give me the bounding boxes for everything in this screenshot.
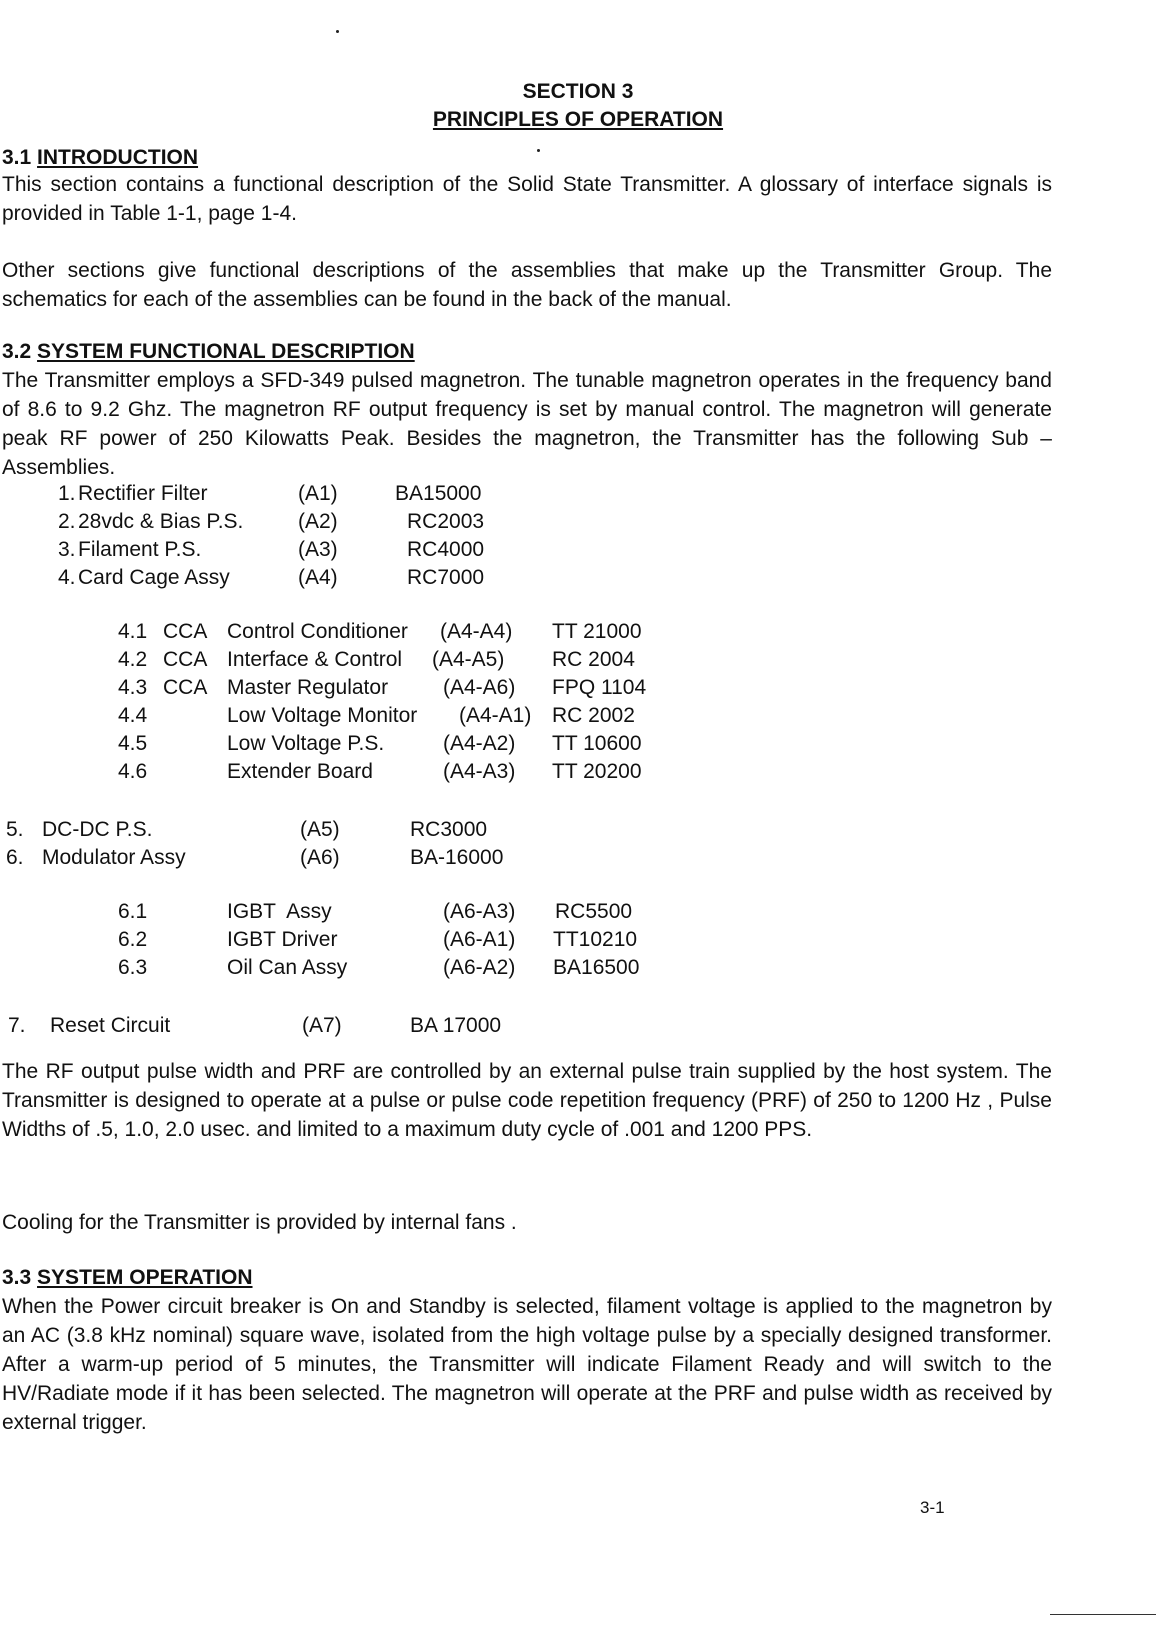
operation-number: 3.3 [2,1266,32,1289]
functional-heading [2,340,415,364]
scan-speck [537,149,540,152]
page-number: 3-1 [920,1498,945,1517]
intro-number: 3.1 [2,146,32,169]
operation-paragraph-1: When the Power circuit breaker is On and Standby is selected, filament voltage is applied to the magnetron by an AC (3.8 kHz nominal) square wave, isolated from the high voltage pulse by a specially designed transformer. After a warm-up period of 5 minutes, the Transmitter will indicate Filament Ready and will switch to the HV/Radiate mode if it has been selected. The magnetron will operate at the PRF and pulse width as received by external trigger. [2,1295,1052,1434]
intro-heading [2,146,198,170]
functional-title: SYSTEM FUNCTIONAL DESCRIPTION [37,340,415,363]
page-edge-line [1050,1614,1156,1615]
functional-paragraph-1: The Transmitter employs a SFD-349 pulsed magnetron. The tunable magnetron operates in the frequency band of 8.6 to 9.2 Ghz. The magnetron RF output frequency is set by manual control. The magnetron will generate peak RF power of 250 Kilowatts Peak. Besides the magnetron, the Transmitter has the following Sub – Assemblies. [2,369,1052,479]
functional-paragraph-3: Cooling for the Transmitter is provided by internal fans . [2,1211,517,1234]
document-page: SECTION 3 PRINCIPLES OF OPERATION 3.1 INTRODUCTION This section contains a functional description of the Solid State Transmitter. A glossary of interface signals is provided in Table 1-1, page 1-4. Other sections give functional descriptions of the assemblies that make up the Transmitter Group. The schematics for each of the assemblies can be found in the back of the manual. 3.2 SYSTEM FUNCTIONAL DESCRIPTION The Transmitter employs a SFD-349 pulsed magnetron. The tunable magnetron operates in the frequency band of 8.6 to 9.2 Ghz. The magnetron RF output frequency is set by manual control. The magnetron will generate peak RF power of 250 Kilowatts Peak. Besides the magnetron, the Transmitter has the following Sub – Assemblies. 1. Rectifier Filter (A1) BA15000 2. 28vdc & Bias P.S. (A2) RC2003 3. Filament P.S. (A3) RC4000 4. Card Cage Assy (A4) RC7000 4.1 CCA Control Conditioner (A4-A4) TT 21000 4.2 CCA Interface & Control (A4-A5) RC 2004 4.3 CCA Master Regulator (A4-A6) FPQ 1104 4.4 Low Voltage Monitor (A4-A1) RC 2002 4.5 Low Voltage P.S. (A4-A2) TT 10600 4.6 Extender Board (A4-A3) TT 20200 5. DC-DC P.S. (A5) RC3000 6. Modulator Assy (A6) BA-16000 6.1 IGBT Assy (A6-A3) RC5500 6.2 IGBT Driver (A6-A1) TT10210 6.3 Oil Can Assy (A6-A2) BA16500 7. Reset Circuit (A7) BA 17000 The RF output pulse width and PRF are controlled by an external pulse train supplied by the host system. The Transmitter is designed to operate at a pulse or pulse code repetition frequency (PRF) of 250 to 1200 Hz , Pulse Widths of .5, 1.0, 2.0 usec. and limited to a maximum duty cycle of .001 and 1200 PPS. Cooling for the Transmitter is provided by internal fans . 3.3 SYSTEM OPERATION When the Power circuit breaker is On and Standby is selected, filament voltage is applied to the magnetron by an AC (3.8 kHz nominal) square wave, isolated from the high voltage pulse by a specially designed transformer. After a warm-up period of 5 minutes, the Transmitter will indicate Filament Ready and will switch to the HV/Radiate mode if it has been selected. The magnetron will operate at the PRF and pulse width as received by external trigger. 3-1 [0,0,1156,1625]
intro-paragraph-2: Other sections give functional descriptions of the assemblies that make up the Transmitter Group. The schematics for each of the assemblies can be found in the back of the manual. [2,259,1052,311]
intro-title: INTRODUCTION [37,146,199,169]
functional-number: 3.2 [2,340,32,363]
scan-speck [336,30,339,33]
operation-heading [2,1266,253,1290]
section-label: SECTION 3 [522,80,634,103]
functional-paragraph-2: The RF output pulse width and PRF are controlled by an external pulse train supplied by the host system. The Transmitter is designed to operate at a pulse or pulse code repetition frequency (PRF) of 250 to 1200 Hz , Pulse Widths of .5, 1.0, 2.0 usec. and limited to a maximum duty cycle of .001 and 1200 PPS. [2,1060,1052,1141]
section-title: PRINCIPLES OF OPERATION [432,108,724,131]
operation-title: SYSTEM OPERATION [37,1266,253,1289]
intro-paragraph-1: This section contains a functional description of the Solid State Transmitter. A glossary of interface signals is provided in Table 1-1, page 1-4. [2,173,1052,225]
